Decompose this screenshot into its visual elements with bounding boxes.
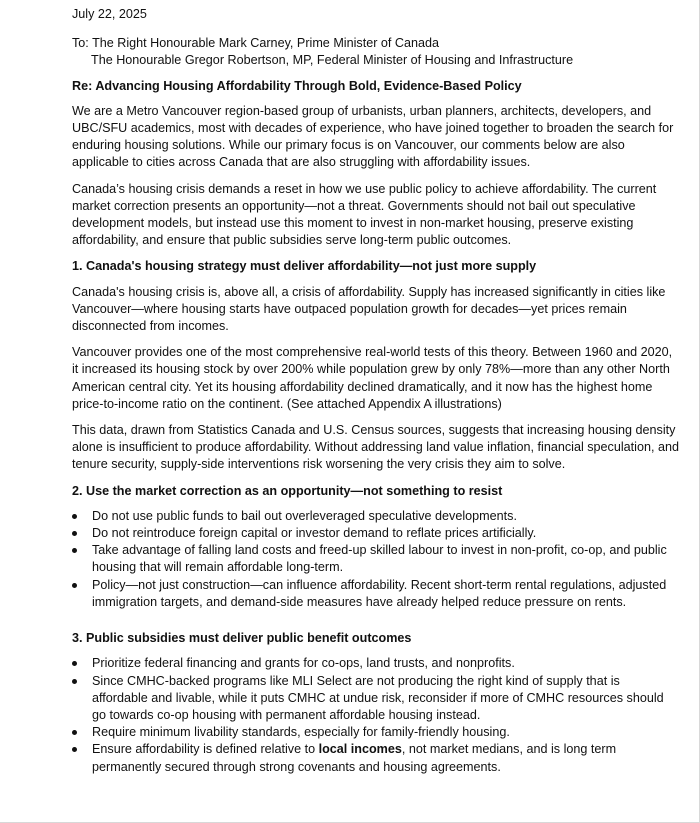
list-item-text: Do not reintroduce foreign capital or investor demand to reflate prices artificially. [92,526,537,541]
section-1-paragraph-2: Vancouver provides one of the most comprehensive real-world tests of this theory. Between 1960 and 2020, it increased its housing stock by over 200% while population grew by only 78%—more than any other North American central city. Yet its housing affordability declined dramatically, and it now has the highest home price-to-income ratio on the continent. (See attached Appendix A illustrations) [72,345,673,411]
section-1-paragraph-3: This data, drawn from Statistics Canada and U.S. Census sources, suggests that increasing housing density alone is insufficient to produce affordability. Without addressing land value inflation, financial speculation, and tenure security, supply-side interventions risk worsening the very crisis they aim to solve. [72,423,679,472]
list-item-text: Since CMHC-backed programs like MLI Select are not producing the right kind of supply that is affordable and livable, while it puts CMHC at undue risk, reconsider if more of CMHC resources should go towards co-op housing with permanent affordable housing instead. [92,673,664,722]
bullet-icon [72,514,77,519]
local-incomes-emphasis: local incomes [318,742,402,757]
section-1-heading: 1. Canada's housing strategy must deliver affordability—not just more supply [72,259,537,274]
bullet-icon [72,583,77,588]
list-item-text-pre: Ensure affordability is defined relative to [92,742,319,757]
list-item-text: Require minimum livability standards, especially for family-friendly housing. [92,725,510,740]
list-item [72,525,679,542]
letter-date: July 22, 2025 [72,7,147,21]
section-spacer [72,620,679,630]
list-item-text: Policy—not just construction—can influence affordability. Recent short-term rental regulations, adjusted immigration targets, and demand-side measures have already helped reduce pressure on rents. [92,577,667,609]
section-1-paragraph-1: Canada's housing crisis is, above all, a crisis of affordability. Supply has increased significantly in cities like Vancouver—where housing starts have outpaced population growth for decades—yet prices remain disconnected from incomes. [72,284,666,334]
recipient-line-2: The Honourable Gregor Robertson, MP, Federal Minister of Housing and Infrastructure [91,53,574,68]
subject-line: Re: Advancing Housing Affordability Through Bold, Evidence-Based Policy [72,78,522,93]
bullet-icon [72,679,77,684]
list-item [72,577,679,611]
list-item [72,724,679,741]
intro-paragraph-2: Canada’s housing crisis demands a reset in how we use public policy to achieve affordability. The current market correction presents an opportunity—not a threat. Governments should not bail out speculative development models, but instead use this moment to invest in non-market housing, preserve existing affordability, and ensure that public subsidies serve long-term public outcomes. [72,181,657,248]
section-2-list [72,508,679,611]
intro-paragraph-1: We are a Metro Vancouver region-based group of urbanists, urban planners, architects, developers, and UBC/SFU academics, most with decades of experience, who have joined together to broaden the search for enduring housing solutions. While our primary focus is on Vancouver, our comments below are also applicable to cities across Canada that are also struggling with affordability issues. [72,103,674,170]
bullet-icon [72,661,77,666]
bullet-icon [72,548,77,553]
bullet-icon [72,730,77,735]
section-2-heading: 2. Use the market correction as an opportunity—not something to resist [72,483,503,498]
bullet-icon [72,531,77,536]
list-item [72,741,679,775]
list-item-text-post: , not market medians, and is long term permanently secured through strong covenants and housing agreements. [92,742,617,774]
section-3-list [72,655,679,775]
list-item [72,542,679,576]
list-item [72,655,679,672]
list-item-text: Take advantage of falling land costs and freed-up skilled labour to invest in non-profit, co-op, and public housing that will remain affordable long-term. [92,543,667,575]
section-3-heading: 3. Public subsidies must deliver public benefit outcomes [72,631,412,646]
list-item-text: Do not use public funds to bail out overleveraged speculative developments. [92,508,517,523]
list-item [72,508,679,525]
recipient-line-1: To: The Right Honourable Mark Carney, Prime Minister of Canada [72,36,440,51]
bullet-icon [72,747,77,752]
list-item-text: Prioritize federal financing and grants for co-ops, land trusts, and nonprofits. [92,656,515,671]
list-item [72,673,679,725]
